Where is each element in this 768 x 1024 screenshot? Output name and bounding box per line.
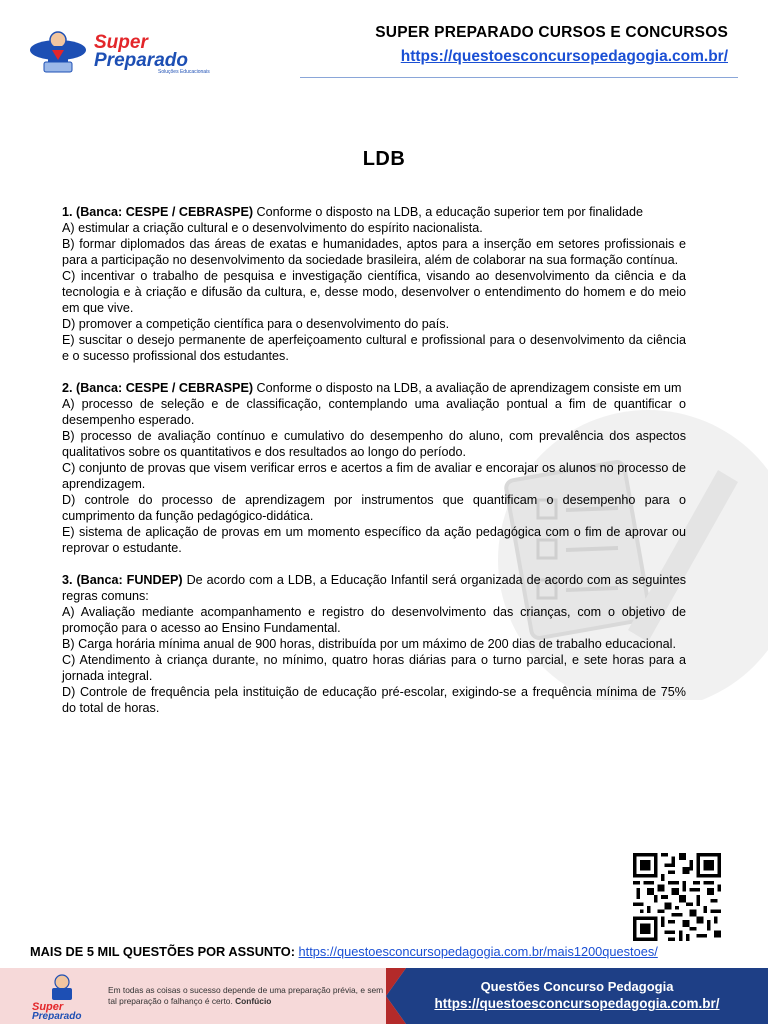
logo-text-preparado: Preparado [94, 50, 188, 71]
question-stem [62, 572, 686, 604]
footer-url-link[interactable]: https://questoesconcursopedagogia.com.br/ [434, 996, 720, 1011]
answer-option-d: D) promover a competição científica para o desenvolvimento do país. [62, 317, 450, 331]
question-1 [62, 204, 686, 364]
question-number: 2. (Banca: CESPE / CEBRASPE) [62, 381, 254, 395]
answer-option-a: A) estimular a criação cultural e o desenvolvimento do espírito nacionalista. [62, 221, 483, 235]
question-stem [62, 204, 686, 220]
answer-option-d: D) controle do processo de aprendizagem por instrumentos que quantificam o desempenho para o cumprimento da função pedagógico-didática. [62, 493, 686, 523]
document-title: LDB [362, 148, 406, 170]
brand-block [375, 24, 728, 66]
super-preparado-logo [28, 28, 254, 74]
answer-option-c: C) conjunto de provas que visem verificar erros e acertos a fim de avaliar e encorajar os alunos no processo de aprendizagem. [62, 461, 686, 491]
question-text: Conforme o disposto na LDB, a avaliação de aprendizagem consiste em um [253, 381, 682, 395]
page-header [0, 0, 768, 84]
quote-author: Confúcio [235, 996, 272, 1006]
answer-option-a: A) processo de seleção e de classificação, contemplando uma avaliação pontual a fim de quantificar o desempenho esperado. [62, 397, 686, 427]
answer-option-a: A) Avaliação mediante acompanhamento e registro do desenvolvimento das crianças, com o objetivo de promoção para o acesso ao Ensino Fundamental. [62, 605, 686, 635]
question-number: 3. (Banca: FUNDEP) [62, 573, 183, 587]
answer-option-b: B) Carga horária mínima anual de 900 horas, distribuída por um máximo de 200 dias de trabalho educacional. [62, 637, 676, 651]
answer-option-e: E) sistema de aplicação de provas em um momento específico da ação pedagógica com o fim de aprovar ou reprovar o estudante. [62, 525, 686, 555]
header-divider [300, 77, 738, 78]
answer-option-b: B) formar diplomados das áreas de exatas e humanidades, aptos para a inserção em setores profissionais e para a participação no desenvolvimento da sociedade brasileira, além de colaborar na sua formação contínua. [62, 237, 686, 267]
footer-title: Questões Concurso Pedagogia [480, 979, 674, 994]
quote-text: Em todas as coisas o sucesso depende de uma preparação prévia, e sem tal preparação o falhanço é certo. [108, 985, 384, 1006]
answer-option-c: C) Atendimento à criança durante, no mínimo, quatro horas diárias para o turno parcial, e sete horas para a jornada integral. [62, 653, 686, 683]
answer-option-e: E) suscitar o desejo permanente de aperfeiçoamento cultural e profissional para o desenvolvimento da ciência e o sucesso profissional dos estudantes. [62, 333, 686, 363]
logo-mascot-icon [30, 32, 86, 72]
svg-text:Super: Super [32, 1001, 64, 1013]
question-text: Conforme o disposto na LDB, a educação superior tem por finalidade [253, 205, 643, 219]
promo-link[interactable]: https://questoesconcursopedagogia.com.br/mais1200questoes/ [298, 944, 658, 959]
answer-option-c: C) incentivar o trabalho de pesquisa e investigação científica, visando ao desenvolvimento da ciência e da tecnologia e à criação e difusão da cultura, e, desse modo, desenvolver o entendimento do homem e do meio em que vive. [62, 269, 686, 315]
question-number: 1. (Banca: CESPE / CEBRASPE) [62, 205, 254, 219]
brand-title: SUPER PREPARADO CURSOS E CONCURSOS [375, 24, 728, 41]
promo-line [30, 944, 750, 959]
logo-text-super: Super [94, 32, 148, 53]
brand-url-link[interactable]: https://questoesconcursopedagogia.com.br/ [400, 48, 728, 65]
logo-tagline: Soluções Educacionais [158, 69, 210, 74]
question-3 [62, 572, 686, 716]
footer-logo [22, 972, 102, 1020]
answer-option-d: D) Controle de frequência pela instituição de educação pré-escolar, exigindo-se a frequência mínima de 75% do total de horas. [62, 685, 686, 715]
promo-label: MAIS DE 5 MIL QUESTÕES POR ASSUNTO: [30, 944, 295, 959]
logo-mascot-icon [55, 975, 69, 989]
question-stem [62, 380, 686, 396]
footer-quote [108, 985, 393, 1007]
svg-text:Preparado: Preparado [32, 1011, 82, 1020]
question-2 [62, 380, 686, 556]
qr-code-icon[interactable] [633, 853, 721, 941]
question-text: De acordo com a LDB, a Educação Infantil será organizada de acordo com as seguintes regras comuns: [62, 573, 686, 603]
answer-option-b: B) processo de avaliação contínuo e cumulativo do desempenho do aluno, com prevalência dos aspectos qualitativos sobre os quantitativos e dos resultados ao longo do período. [62, 429, 686, 459]
questions-list [62, 204, 686, 732]
